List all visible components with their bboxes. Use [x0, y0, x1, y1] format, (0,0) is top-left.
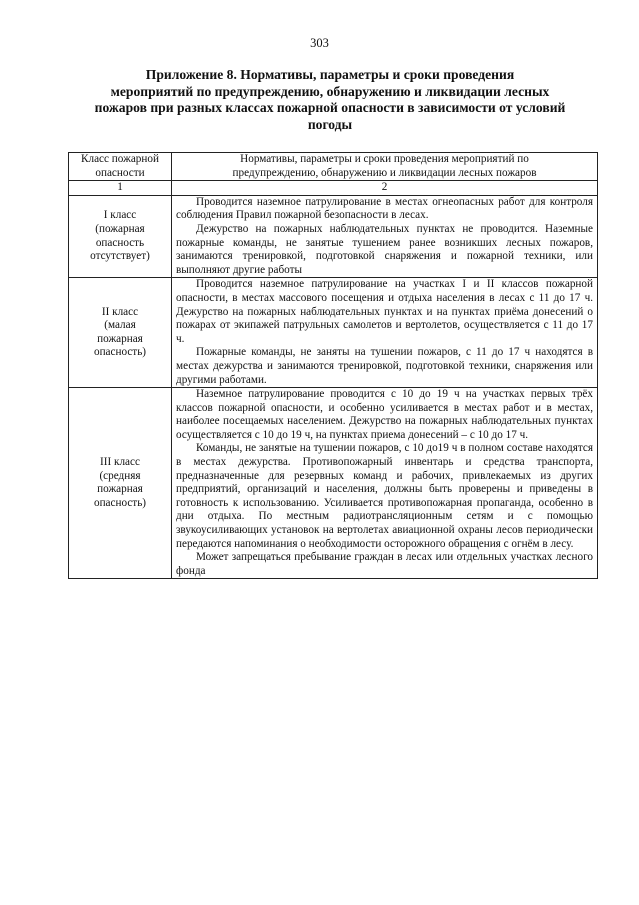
- title-line: Приложение 8. Нормативы, параметры и сроки проведения: [145, 67, 515, 82]
- table-header-row: [69, 153, 598, 181]
- fire-class-line: III класс: [100, 456, 140, 469]
- fire-danger-norms-table: [68, 152, 598, 579]
- measures-cell: [172, 278, 598, 388]
- fire-class-line: (средняя: [99, 469, 141, 482]
- header-line: предупреждению, обнаружению и ликвидации лесных пожаров: [232, 166, 537, 179]
- measures-paragraph: Команды, не занятые на тушении пожаров, с 10 до19 ч в полном составе находятся в местах дежурства. Противопожарный инвентарь и средства транспорта, предназначенные для резервных команд и рабочих, привлекаемых из других предприятий, организаций и населения, должны быть проверены и приведены в готовность к использованию. Усиливается противопожарная пропаганда, особенно в дни отдыха. По местным радиотрансляционным сетям и с помощью звукоусиливающих установок на вертолетах авиационной охраны лесов периодически передаются напоминания о необходимости осторожного обращения с огнём в лесу.: [176, 442, 593, 550]
- table-row-class-3: [69, 388, 598, 579]
- measures-paragraph: Проводится наземное патрулирование на участках I и II классов пожарной опасности, в местах массового посещения и отдыха населения в лесах с 11 до 17 ч. Дежурство на пожарных наблюдательных пунктах и на пунктах приёма донесений о пожарах от экипажей патрульных самолетов и вертолетов, осуществляется с 11 до 17 ч.: [176, 278, 593, 345]
- fire-class-line: (малая: [104, 319, 136, 332]
- fire-class-cell: [69, 388, 172, 579]
- fire-class-line: пожарная: [97, 483, 143, 496]
- fire-class-line: пожарная: [97, 332, 143, 345]
- fire-class-line: (пожарная: [95, 222, 145, 235]
- fire-class-cell: [69, 278, 172, 388]
- title-line: пожаров при разных классах пожарной опасности в зависимости от условий: [94, 100, 566, 116]
- document-title: [70, 67, 590, 133]
- fire-class-line: опасность): [93, 346, 147, 359]
- measures-cell: [172, 388, 598, 579]
- fire-class-line: отсутствует): [90, 250, 150, 263]
- measures-paragraph: Дежурство на пожарных наблюдательных пунктах не проводится. Наземные пожарные команды, не занятые тушением ранее возникших лесных пожаров, занимаются тренировкой, подготовкой снаряжения и пожарной техники, или выполняют другие работы: [176, 222, 593, 276]
- fire-class-line: II класс: [101, 305, 139, 318]
- header-line: Нормативы, параметры и сроки проведения мероприятий по: [240, 153, 529, 165]
- fire-class-cell: [69, 195, 172, 278]
- title-line: погоды: [307, 116, 353, 132]
- fire-class-line: опасность): [93, 496, 147, 509]
- measures-paragraph: Наземное патрулирование проводится с 10 до 19 ч на участках первых трёх классов пожарной опасности, и особенно усиливается в местах работ и в местах, наиболее посещаемых населением. Дежурство на пожарных наблюдательных пунктах осуществляется с 10 до 19 ч, на пунктах приема донесений – с 10 до 17 ч.: [176, 388, 593, 441]
- header-line: Класс пожарной: [81, 153, 159, 165]
- header-norms-parameters: [172, 153, 598, 181]
- fire-class-line: I класс: [103, 209, 137, 222]
- table-row-class-2: [69, 278, 598, 388]
- table-row-class-1: [69, 195, 598, 278]
- column-number: 1: [69, 181, 172, 196]
- measures-paragraph: Может запрещаться пребывание граждан в лесах или отдельных участках лесного фонда: [176, 551, 593, 577]
- header-line: опасности: [95, 166, 145, 179]
- fire-class-line: опасность: [95, 236, 145, 249]
- column-number: 2: [172, 181, 598, 196]
- page-number: 303: [310, 36, 329, 50]
- title-line: мероприятий по предупреждению, обнаружению и ликвидации лесных: [110, 83, 550, 99]
- measures-paragraph: Пожарные команды, не заняты на тушении пожаров, с 11 до 17 ч находятся в местах дежурства и занимаются тренировкой, подготовкой техники, снаряжения или другими работами.: [176, 346, 593, 386]
- header-fire-danger-class: [69, 153, 172, 181]
- measures-paragraph: Проводится наземное патрулирование в местах огнеопасных работ для контроля соблюдения Правил пожарной безопасности в лесах.: [176, 195, 593, 222]
- measures-cell: [172, 195, 598, 278]
- column-number-row: [69, 181, 598, 196]
